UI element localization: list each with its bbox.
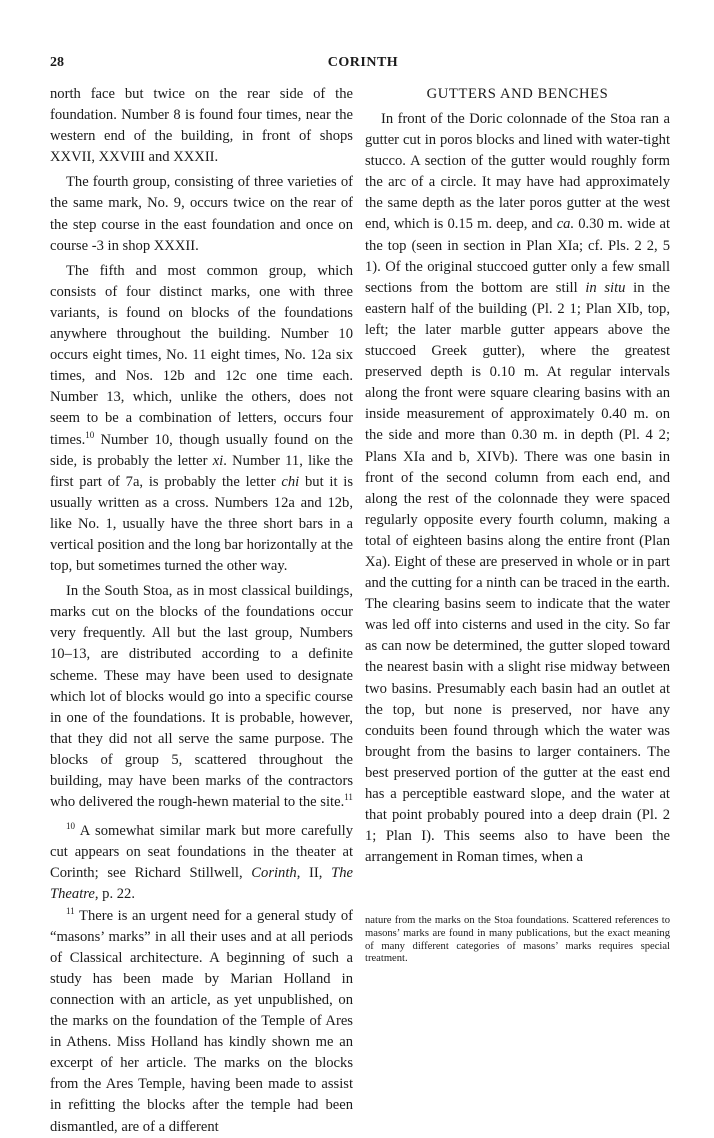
text-run: The fifth and most common group, which consists of four distinct marks, one with three variants, is found on blocks of the foundations anywhere throughout the building. Number 10 occurs eight times, No. 11 eight times, No. 12a six times, and Nos. 12b and 12c one time each. Number 13, which, unlike the others, does not seem to be a combination of letters, occurs four times. <box>50 262 353 448</box>
footnote-number: 11 <box>66 905 75 916</box>
running-head: CORINTH <box>327 55 399 70</box>
left-column <box>50 84 353 1138</box>
paragraph-fourth-group: The fourth group, consisting of three varieties of the same mark, No. 9, occurs twice on the rear of the step course in the east foundation and once on course -3 in shop XXXII. <box>50 174 353 254</box>
text-run: 0.30 m. wide at the top (seen in section in Plan XIa; cf. Pls. 2 2, 5 1). Of the original stuccoed gutter only a few small sections from the bottom are still <box>365 216 670 296</box>
right-column <box>365 84 670 868</box>
section-title: GUTTERS AND BENCHES <box>426 86 609 102</box>
paragraph-fifth-group <box>50 261 353 577</box>
text-run: There is an urgent need for a general study of “masons’ marks” in all their uses and at all periods of Classical architecture. A beginning of such a study has been made by Marian Holland in connection with an article, as yet unpublished, on the marks on the foundation of the Temple of Ares in Athens. Miss Holland has kindly shown me an excerpt of her article. The marks on the blocks from the Ares Temple, having been made to assist in refitting the blocks after the temple had been dismantled, are of a different <box>50 907 353 1135</box>
footnote-continuation <box>365 915 670 966</box>
citation-title: Corinth <box>251 865 297 882</box>
paragraph-south-stoa <box>50 581 353 813</box>
text-run: , p. 22. <box>94 886 135 903</box>
text-run: . Number 11, like the first part of 7a, is probably the letter <box>50 452 353 490</box>
footnote-ref-10[interactable]: 10 <box>85 429 95 440</box>
footnote-number: 10 <box>66 821 75 832</box>
text-run: but it is usually written as a cross. Numbers 12a and 12b, like No. 1, usually have the three short bars in a vertical position and the long bar horizontally at the top, but sometimes turned the other way. <box>50 473 354 575</box>
footnote-10 <box>50 821 353 905</box>
text-run: , II, <box>296 865 332 882</box>
greek-letter-chi: chi <box>281 473 300 490</box>
page-header <box>50 55 676 75</box>
footnote-11-continued: nature from the marks on the Stoa foundations. Scattered references to masons’ marks are found in many publications, but the exact meaning of many different categories of masons’ marks requires special treatment. <box>365 915 670 965</box>
latin-phrase: in situ <box>585 279 626 296</box>
paragraph-gutter <box>365 109 670 868</box>
citation-title: The Theatre <box>50 865 353 903</box>
text-run: In front of the Doric colonnade of the Stoa ran a gutter cut in poros blocks and lined with water-tight stucco. A section of the gutter would roughly form the arc of a circle. It may have had approximately the same depth as the later poros gutter at the west end, which is 0.15 m. deep, and <box>365 111 670 233</box>
text-run: Number 10, though usually found on the side, is probably the letter <box>50 431 353 469</box>
footnote-ref-11[interactable]: 11 <box>344 792 353 803</box>
greek-letter-xi: xi <box>212 452 224 469</box>
text-run: in the eastern half of the building (Pl. 2 1; Plan XIb, top, left; the later marble gutter appears above the stuccoed Greek gutter), where the greatest preserved depth is 0.10 m. At regular intervals along the front were square clearing basins with an inside measurement of approximately 0.40 m. on the side and more than 0.30 m. in depth (Pl. 4 2; Plans XIa and b, XIVb). There was one basin in front of the second column from each end, and along the rest of the colonnade they were spaced regularly opposite every fourth column, making a total of eighteen basins along the entire front (Plan Xa). Eight of these are preserved in whole or in part and the cutting for a ninth can be traced in the earth. The clearing basins seem to indicate that the water was led off into cisterns and used in the city. So far as can now be determined, the gutter sloped toward the nearest basin with a slight rise midway between two basins. Presumably each basin had an outlet at the top, but none is preserved, nor have any conduits been found through which the water was brought from the basins to larger containers. The best preserved portion of the gutter at the east end has a perceptible eastward slope, and the water at that point probably poured into a deep drain (Pl. 2 1; Plan I). This seems also to have been the arrangement in Roman times, when a <box>365 279 671 866</box>
paragraph-continued: north face but twice on the rear side of the foundation. Number 8 is found four times, near the western end of the building, in front of shops XXVII, XXVIII and XXXII. <box>50 86 353 166</box>
text-run: In the South Stoa, as in most classical buildings, marks cut on the blocks of the foundations occur very frequently. All but the last group, Numbers 10–13, are distributed according to a definite scheme. These may have been used to designate which lot of blocks would go into a specific course in one of the foundations. It is probable, however, that they did not all serve the same purpose. The blocks of group 5, scattered throughout the building, may have been marks of the contractors who delivered the rough-hewn material to the site. <box>50 583 353 811</box>
abbreviation: ca. <box>556 216 575 233</box>
text-run: A somewhat similar mark but more carefully cut appears on seat foundations in the theater at Corinth; see Richard Stillwell, <box>50 823 353 882</box>
footnotes <box>50 821 353 1137</box>
page-number: 28 <box>50 55 64 70</box>
footnote-11 <box>50 906 353 1138</box>
